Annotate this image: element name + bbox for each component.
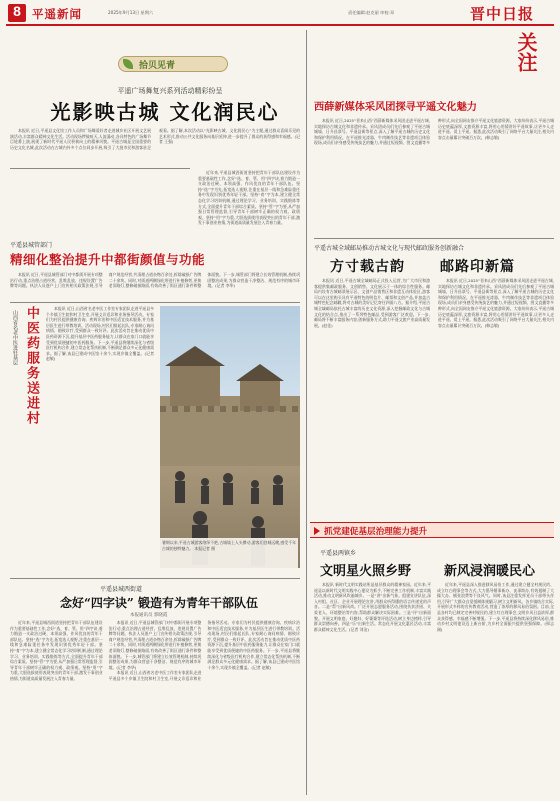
date-line: 2025年9月13日 星期六 — [108, 10, 154, 15]
article-body — [10, 272, 300, 300]
banner-text: 抓党建促基层治理能力提升 — [324, 527, 428, 537]
article-paragraph: 近年来,平遥县城西街道坚持把青年干部队伍建设作为重要基础性工作,念好“选、育、管、用”四字诀,着力锻造一支政治过硬、本领高强、作风优良的青年干部队伍。坚持“选”字为先,拓宽选人视野,注重在基层一线和急难险重任务中发现识别优秀年轻干部。坚持“育”字为本,建立健全常态化学习培训机制,通过理论学习、业务培训、实践锻炼等方式,全面提升青年干部综合素质。坚持“管”字为要,从严加强日常管理监督,引导青年干部树牢正确的权力观、政绩观。坚持“用”字为重,大胆选拔使用表现突出的青年干部,激发干事创业热情,为街道高质量发展注入青春力量。 — [198, 170, 300, 226]
kicker: 平遥县两镇乡 — [320, 550, 357, 557]
article-paragraph: 本报讯 近日,平遥县城管部门对中都街开展专项整治行动,重点治理占道经营、乱堆乱放、违规设置广告牌等问题。执法人员逐户上门宣传相关政策法规,引导商户规范经营,共清理占道杂物百余处,拆除破损广告牌二十余块。同时,对街道两侧绿化带进行补植修剪,更换老旧路灯,整修破损路面,有效改善了街区通行条件和整体面貌。下一步,城管部门将建立长效管理机制,持续巩固整治成果,为群众营造干净整洁、规范有序的城市环境。(记者 李华) — [10, 272, 300, 289]
ancient-city-photo — [160, 306, 300, 568]
banner-arrow-icon — [314, 527, 320, 535]
divider — [314, 238, 554, 239]
focus-tag-label: 关注 — [514, 32, 538, 72]
editor-line: 责任编辑:赵克丽 审校:邓 — [348, 10, 395, 15]
page-number: 8 — [13, 3, 21, 19]
headline: 西薛新媒体采风团探寻平遥文化魅力 — [314, 101, 477, 113]
masthead — [0, 0, 560, 26]
divider — [10, 302, 300, 303]
article-body-right — [437, 582, 554, 794]
focus-tag — [512, 32, 554, 90]
headline-vertical: 中医药服务送进村 — [24, 306, 39, 426]
section-title: 平遥新闻 — [32, 7, 82, 21]
article-body — [10, 620, 300, 794]
headline-right: 新风浸润暖民心 — [444, 564, 536, 579]
article-paragraph: 本报讯 新时代文明实践站所是基层群众的精神家园。近年来,平遥县以新时代文明实践中心建设为抓手,不断完善工作机制,丰富实践活动,推动文明新风吹遍城乡。一是“讲”出新气象。组建宣讲队伍,深入村组、社区、企业开展理论宣讲,用群众听得懂的语言传递党的声音。二是“帮”出新风尚。广泛开展志愿服务活动,围绕扶贫济困、关爱老人、环境整治等内容,帮助群众解决实际困难。三是“评”出新面貌。开展文明家庭、好媳妇、好婆婆等评选活动,树立身边榜样,引导群众崇德向善。四是“乐”出新生活。常态化开展文化惠民活动,丰富群众精神文化生活。(记者 刘洁) — [314, 582, 431, 632]
article-body-left — [314, 582, 431, 794]
photo-caption-text: 暑期以来,平遥古城游客络绎不绝,古城墙上人头攒动,游客们登城远眺,感受千年古城的独特魅力。 本报记者 摄 — [162, 540, 296, 551]
divider — [10, 168, 190, 169]
theme-banner — [310, 522, 554, 538]
article-paragraph: 本报讯 近日,山西省名老中医工作室专家团队走进平遥县多个乡镇卫生院和村卫生室,开展义诊巡诊和业务指导活动。专家们为村民提供健康咨询、疾病诊治和中医适宜技术服务,并为基层医生进行带教培训。活动现场,村民们排起长队,专家耐心询问病情、细致诊疗,受到群众一致好评。此次活动旨在推动优质中医药资源下沉,提升基层中医药服务能力,让群众在家门口就能享受到优质便捷的中医药服务。下一步,平遥县将继续深化与省级医疗机构合作,建立常态化帮扶机制,不断满足群众多元化健康需求。据了解,该县已建成中医馆十余个,实现乡镇全覆盖。(记者 赵敏) — [46, 306, 154, 362]
article-body — [46, 306, 154, 524]
headline-right: 邮路印新篇 — [440, 259, 515, 275]
column-tag — [118, 56, 228, 72]
masthead-rule — [6, 24, 554, 26]
headline: 念好“四字诀” 锻造有为青年干部队伍 — [60, 596, 258, 610]
headline: 光影映古城 文化润民心 — [50, 100, 280, 124]
kicker: 平遥县城西街道 — [100, 586, 143, 593]
kicker-vertical: 山西省名老中医进驻基层 — [12, 310, 18, 365]
article-paragraph: 本报讯 近日,平遥县城管部门对中都街开展专项整治行动,重点治理占道经营、乱堆乱放、违规设置广告牌等问题。执法人员逐户上门宣传相关政策法规,引导商户规范经营,共清理占道杂物百余处,拆除破损广告牌二十余块。同时,对街道两侧绿化带进行补植修剪,更换老旧路灯,整修破损路面,有效改善了街区通行条件和整体面貌。下一步,城管部门将建立长效管理机制,持续巩固整治成果,为群众营造干净整洁、规范有序的城市环境。(记者 李华) — [108, 620, 202, 670]
article-paragraph: 本报讯 近日,平遥县文化馆工作人员和广场舞爱好者走进城乡社区开展文艺展演活动,丰富群众精神文化生活。活动现场锣鼓喧天,人流涌动,各具特色的广场舞节目轮番上演,展现了新时代平遥人民积极向上的精神风貌。平遥古城是全国重要的历史文化名城,此次活动在古城内外多个点位同步开展,吸引了大批市民和游客驻足观看。据了解,本次活动以“光影映古城、文化润民心”为主题,通过群众喜闻乐见的艺术形式,推动公共文化服务向基层延伸,进一步提升了群众的获得感和幸福感。(记者 王强) — [10, 128, 300, 150]
headline-left: 方寸载古韵 — [330, 259, 405, 275]
article-paragraph: 近年来,平遥县深入推进移风易俗工作,通过建立健全村规民约、成立红白理事会等方式,大力倡导婚事新办、丧事简办,有效遏制了大操大办、铺张浪费等不良风气。同时,该县注重发挥党员干部带头作用,引导广大群众自觉抵制陈规陋习,树立文明新风。各乡镇结合实际,开展形式多样的宣传教育活动,营造了浓厚的移风易俗氛围。目前,全县各村均已制定完善村规民约,建立红白理事会,文明乡风日益浓厚,群众获得感、幸福感不断增强。下一步,平遥县将持续深化移风易俗,推动乡村文明建设迈上新台阶,为乡村全面振兴提供坚强保障。(邢志刚) — [437, 582, 554, 632]
article-body — [314, 118, 554, 236]
column-tag-label: 拾贝见青 — [139, 61, 176, 71]
kicker: 平遥古城全域邮局推动古城文化与现代邮政服务创新融合 — [314, 245, 465, 252]
headline: 精细化整治提升中都街颜值与功能 — [10, 252, 206, 267]
paper-logo: 晋中日报 — [470, 5, 535, 23]
photo-caption — [160, 538, 298, 568]
city-wall-illustration — [160, 306, 300, 568]
continuation-body — [198, 170, 300, 230]
article-paragraph: 本报讯 近日,山西省名老中医工作室专家团队走进平遥县多个乡镇卫生院和村卫生室,开展义诊巡诊和业务指导活动。专家们为村民提供健康咨询、疾病诊治和中医适宜技术服务,并为基层医生进行带教培训。活动现场,村民们排起长队,专家耐心询问病情、细致诊疗,受到群众一致好评。此次活动旨在推动优质中医药资源下沉,提升基层中医药服务能力,让群众在家门口就能享受到优质便捷的中医药服务。下一步,平遥县将继续深化与省级医疗机构合作,建立常态化帮扶机制,不断满足群众多元化健康需求。据了解,该县已建成中医馆十余个,实现乡镇全覆盖。(记者 赵敏) — [108, 620, 300, 681]
article-body — [314, 278, 554, 518]
kicker: 平遥广场舞复兴系列活动精彩纷呈 — [117, 87, 223, 95]
leaf-icon — [123, 59, 133, 69]
kicker: 平遥县城管部门 — [10, 242, 53, 249]
article-paragraph: 本报讯 近日,2025“晋来山西”西薛新媒体采风团走进平遥古城,实地探访古城文化和非遗传承。采风团成员们先后参观了平遥古城城墙、日升昌票号、平遥县衙等景点,深入了解平遥古城的历史文化和保护利用情况。在平遥推光漆器、牛肉制作技艺等非遗项目体验现场,成员们亲身感受传统技艺的魅力,并通过短视频、图文直播等多种形式,向全国网友推介平遥文化旅游资源。大家纷纷表示,平遥古城历史底蕴深厚,文旅资源丰富,将用心用情讲好平遥故事,让更多人走进平遥、爱上平遥。据悉,此次活动吸引了网络平台大量关注,相关内容点击量累计突破百万次。(韩志敏) — [314, 118, 554, 146]
article-paragraph: 本报讯 近日,平遥古城全域邮局正式投入运营,为广大市民和游客提供集邮政服务、文创销售、文化展示于一体的综合性服务。邮局内设有古城邮票展示区、文创产品销售区和非遗互动体验区,游客可以在这里购买具有平遥特色的明信片、邮票和文创产品,并加盖古城特色纪念邮戳,将对古城的美好记忆寄往四面八方。据介绍,平遥古城全域邮局依托古城丰富的历史文化资源,深入挖掘邮政文化与古城文化的结合点,推出了一系列特色邮品,受到游客广泛欢迎。下一步,邮局将不断丰富服务内容,创新服务方式,助力平遥文旅产业高质量发展。(赵佳) — [314, 278, 430, 328]
article-body — [10, 128, 300, 164]
article-paragraph: 近年来,平遥县城西街道坚持把青年干部队伍建设作为重要基础性工作,念好“选、育、管、用”四字诀,着力锻造一支政治过硬、本领高强、作风优良的青年干部队伍。坚持“选”字为先,拓宽选人视野,注重在基层一线和急难险重任务中发现识别优秀年轻干部。坚持“育”字为本,建立健全常态化学习培训机制,通过理论学习、业务培训、实践锻炼等方式,全面提升青年干部综合素质。坚持“管”字为要,从严加强日常管理监督,引导青年干部树牢正确的权力观、政绩观。坚持“用”字为重,大胆选拔使用表现突出的青年干部,激发干事创业热情,为街道高质量发展注入青春力量。 — [10, 620, 103, 681]
article-paragraph: 本报讯 近日,2025“晋来山西”西薛新媒体采风团走进平遥古城,实地探访古城文化和非遗传承。采风团成员们先后参观了平遥古城城墙、日升昌票号、平遥县衙等景点,深入了解平遥古城的历史文化和保护利用情况。在平遥推光漆器、牛肉制作技艺等非遗项目体验现场,成员们亲身感受传统技艺的魅力,并通过短视频、图文直播等多种形式,向全国网友推介平遥文化旅游资源。大家纷纷表示,平遥古城历史底蕴深厚,文旅资源丰富,将用心用情讲好平遥故事,让更多人走进平遥、爱上平遥。据悉,此次活动吸引了网络平台大量关注,相关内容点击量累计突破百万次。(韩志敏) — [438, 278, 554, 328]
divider — [10, 578, 300, 579]
headline-left: 文明星火照乡野 — [320, 564, 412, 579]
column-separator — [306, 30, 307, 795]
byline: 本报通讯员 郭晓霞 — [130, 613, 168, 618]
